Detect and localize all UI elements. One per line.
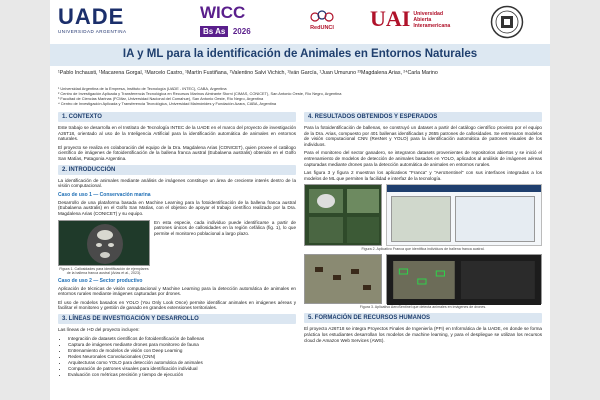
- left-column: [58, 112, 296, 378]
- affiliations: [58, 86, 542, 106]
- lines-list: [58, 336, 296, 378]
- list-item: • Evaluación con métricas precisión y tiempo de ejecución: [68, 372, 296, 378]
- case-1-side-text: En esta especie, cada individuo puede identificarse a partir de patrones únicos de callosidades en la región cefálica (fig. 1), lo que permite el monitoreo poblacional a largo plazo.: [154, 219, 296, 236]
- redunci-logo-label: RedUNCI: [310, 25, 334, 31]
- uai-logo: [370, 8, 480, 34]
- list-item: • Integración de datasets científicos de fotoidentificación de ballenas: [68, 336, 296, 342]
- uade-logo-word: UADE: [58, 4, 125, 29]
- affiliation-4: ⁴ Centro de Investigación Aplicada y Transferencia Tecnológica, Universidad Maimónides y Fundación Azara, CABA, Argentina: [58, 101, 277, 106]
- section-results-heading: 4. RESULTADOS OBTENIDOS Y ESPERADOS: [304, 112, 542, 122]
- poster-title: IA y ML para la identificación de Animales en Entornos Naturales: [122, 48, 478, 60]
- list-item: • Captura de imágenes mediante drones para monitoreo de fauna: [68, 342, 296, 348]
- list-item: • Comparación de patrones visuales para identificación individual: [68, 366, 296, 372]
- case-2-heading: Caso de uso 2 — Sector productivo: [58, 277, 143, 284]
- uai-logo-line1: Universidad: [413, 11, 444, 17]
- figure-3-caption: Figura 3. Aplicativo AeroSentinel que detecta animales en imágenes de drones.: [359, 305, 487, 310]
- list-item: • Redes Neuronales Convolucionales (CNN): [68, 354, 296, 360]
- uai-logo-text: [413, 11, 450, 29]
- poster: [50, 0, 550, 400]
- app-titlebar: [387, 185, 541, 192]
- institute-seal-logo: [490, 5, 524, 39]
- lines-intro: Las líneas de I+D del proyecto incluyen:: [58, 326, 140, 332]
- case-1-heading: Caso de uso 1 — Conservación marina: [58, 191, 151, 198]
- hr-paragraph-1: El proyecto A26T18 se integra Proyectos Finales de Ingeniería (PFI) en Informática de la UADE, en donde se forma práctica los estudiantes desarrollan los modelos de machine learning, y para el despliegue se utilizan los recursos cloud de Amazon Web Services (AWS).: [304, 326, 542, 343]
- figure-2-caption: Figura 2. Aplicativo Franca que identifica individuos de ballena franca austral.: [361, 247, 485, 252]
- whale-callosities-photo: [58, 220, 150, 266]
- uade-logo-sub: UNIVERSIDAD ARGENTINA: [58, 29, 127, 34]
- case-2-text: Aplicación de técnicas de visión computacional y Machine Learning para la detección automática de animales en entornos rurales mediante imágenes capturadas por drones.: [58, 285, 296, 297]
- section-lines-heading: 3. LÍNEAS DE INVESTIGACIÓN Y DESARROLLO: [58, 314, 296, 324]
- uai-logo-word: UAI: [370, 6, 411, 31]
- section-intro-heading: 2. INTRODUCCIÓN: [58, 165, 296, 175]
- affiliation-1: ¹ Universidad Argentina de la Empresa, Instituto de Tecnología (UADE - INTEC), CABA, Argentina: [58, 86, 227, 91]
- section-context-heading: 1. CONTEXTO: [58, 112, 296, 122]
- wicc-logo-year: 2026: [232, 27, 251, 36]
- seal-icon: [490, 5, 524, 39]
- drone-cattle-photo: [304, 254, 382, 304]
- authors-line: ¹Pablo Inchausti, ¹Macarena Gorgal, ¹Marcelo Castro, ¹Martín Fustiñana, ¹Valentino Salvi Vichich, ¹Iván García, ¹Juan Umuruno ²³Magdalena Arias, ²⁴Carla Marino: [58, 70, 438, 76]
- figure-2-row: [304, 184, 542, 246]
- whale-app-image-icon: [305, 185, 382, 246]
- list-item: • Entrenamiento de modelos de visión con Deep Learning: [68, 348, 296, 354]
- results-paragraph-1: Para la fotoidentificación de ballenas, se construyó un dataset a partir del catálogo científico provisto por el equipo de la Dra. Arias, compuesto por 401 ballenas identificadas y 2655 patrones de callosidades. Se entrenaron modelos de visión computacional CNN (ResNet y YOLO) para la identificación automática de patrones visuales de los individuos.: [304, 125, 542, 147]
- figure-1: [58, 220, 150, 275]
- uai-logo-line2: Abierta: [413, 17, 432, 23]
- wicc-logo-word: WICC: [200, 3, 246, 22]
- case-1-text: Desarrollo de una plataforma basada en Machine Learning para la fotoidentificación de la ballena franca austral (Eubalaena australis) en el Golfo San Matías, con el objetivo de apoyar el trabajo científico realizado por la Dra. Magdalena Arias (CONICET) y su equipo.: [58, 199, 296, 216]
- figure-1-caption: Figura 1. Callosidades para identificación de ejemplares de la ballena franca austral (Arias et al., 2023).: [59, 266, 149, 275]
- context-paragraph-1: Este trabajo se desarrolla en el Instituto de Tecnología INTEC de la UADE en el marco del proyecto de investigación A26T18, orientado al uso de la Inteligencia Artificial para la identificación automática de animales en entornos naturales.: [58, 125, 296, 142]
- section-hr-heading: 5. FORMACIÓN DE RECURSOS HUMANOS: [304, 313, 542, 323]
- aerosentinel-dashboard-icon: [387, 255, 541, 305]
- figure-3-row: [304, 254, 542, 304]
- drone-field-image-icon: [305, 255, 382, 304]
- poster-header: [50, 0, 550, 42]
- figure-1-row: [58, 220, 296, 275]
- franca-app-interface: [386, 184, 542, 246]
- case-2-text-2: El uso de modelos basados en YOLO (You Only Look Once) permite identificar animales en imágenes aéreas y facilitar el monitoreo y gestión de ganado en grandes extensiones territoriales.: [58, 299, 296, 311]
- affiliation-2: ² Centro de Investigación Aplicada y Transferencia Tecnológica en Recursos Marinos Almirante Storni (CIMAS, CONICET), San Antonio Oeste, Río Negro, Argentina: [58, 91, 342, 96]
- wicc-logo-city: Bs As: [200, 26, 228, 37]
- whale-head-image-icon: [59, 221, 150, 266]
- context-paragraph-2: El proyecto se realiza en colaboración del equipo de la Dra. Magdalena Arias (CONICET), quien provee el catálogo científico de imágenes de fotoidentificación de la ballena franca austral (Eubalaena australis) obtenido en el Golfo San Matías, Patagonia Argentina.: [58, 144, 296, 161]
- app-panel-right: [455, 196, 535, 242]
- redunci-logo: [305, 8, 339, 34]
- app-panel-left: [391, 196, 451, 242]
- wicc-logo: [200, 4, 266, 38]
- aerosentinel-app-interface: [386, 254, 542, 304]
- intro-paragraph-1: La identificación de animales mediante análisis de imágenes constituye un área de creciente interés dentro de la visión computacional.: [58, 177, 296, 189]
- franca-app-screenshot: [304, 184, 382, 246]
- list-item: • Arquitecturas como YOLO para detección automática de animales: [68, 360, 296, 366]
- uade-logo: [58, 6, 168, 38]
- affiliation-3: ³ Facultad de Ciencias Marinas (FCMar, Universidad Nacional del Comahue), San Antonio Oeste, Río Negro, Argentina: [58, 96, 264, 101]
- results-paragraph-2: Para el monitoreo del sector ganadero, se integraron datasets provenientes de repositorios abiertos y se inició el entrenamiento de modelos de detección de animales basados en YOLO, aplicados al análisis de imágenes aéreas capturadas mediante drones para la detección automática de animales en entornos rurales.: [304, 150, 542, 167]
- right-column: [304, 112, 542, 346]
- uai-logo-line3: Interamericana: [413, 23, 451, 29]
- results-paragraph-3: Las figura 3 y figura 2 muestran los aplicativos "Franca" y "AeroSentinel" con sus interfaces integradas a los modelos de ML que permiten la facilidad e interfaz de la tecnología.: [304, 170, 542, 181]
